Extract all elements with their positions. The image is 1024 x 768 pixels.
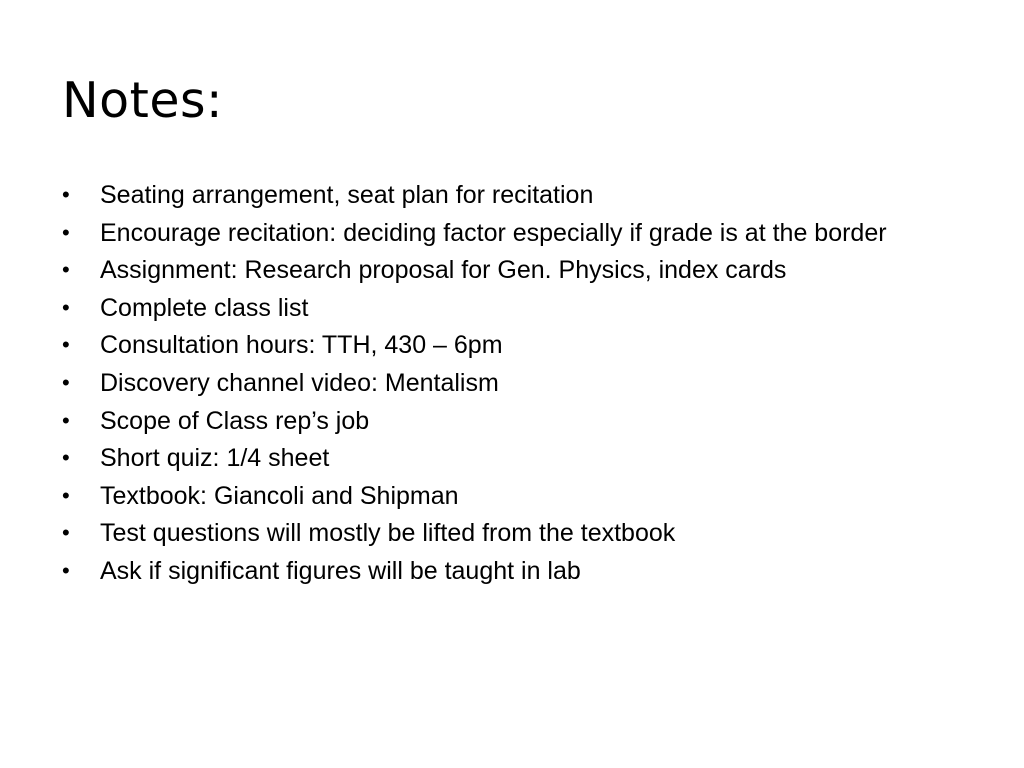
- bullet-item: [62, 518, 962, 548]
- bullet-dot-icon: •: [62, 482, 70, 508]
- bullet-item: [62, 330, 962, 360]
- bullet-list: [62, 180, 962, 594]
- bullet-item: [62, 293, 962, 323]
- bullet-text: Assignment: Research proposal for Gen. Physics, index cards: [100, 256, 787, 285]
- bullet-item: [62, 255, 962, 285]
- bullet-dot-icon: •: [62, 332, 70, 358]
- bullet-item: [62, 406, 962, 436]
- bullet-item: [62, 180, 962, 210]
- bullet-text: Textbook: Giancoli and Shipman: [100, 481, 459, 510]
- bullet-item: [62, 556, 962, 586]
- bullet-text: Encourage recitation: deciding factor especially if grade is at the border: [100, 218, 887, 247]
- bullet-text: Short quiz: 1/4 sheet: [100, 444, 330, 473]
- bullet-dot-icon: •: [62, 182, 70, 207]
- bullet-dot-icon: •: [62, 219, 70, 245]
- bullet-dot-icon: •: [62, 445, 70, 471]
- bullet-text: Discovery channel video: Mentalism: [100, 368, 499, 397]
- bullet-item: [62, 218, 962, 248]
- bullet-item: [62, 481, 962, 511]
- bullet-dot-icon: •: [62, 557, 70, 583]
- slide-title: Notes:: [62, 72, 224, 129]
- bullet-dot-icon: •: [62, 520, 70, 546]
- bullet-dot-icon: •: [62, 369, 70, 395]
- bullet-text: Seating arrangement, seat plan for recitation: [100, 181, 594, 209]
- bullet-text: Complete class list: [100, 293, 309, 322]
- bullet-dot-icon: •: [62, 294, 70, 320]
- bullet-text: Consultation hours: TTH, 430 – 6pm: [100, 331, 503, 360]
- bullet-item: [62, 368, 962, 398]
- bullet-text: Ask if significant figures will be taught in lab: [100, 556, 581, 585]
- bullet-text: Test questions will mostly be lifted from the textbook: [100, 519, 676, 548]
- bullet-item: [62, 443, 962, 473]
- bullet-dot-icon: •: [62, 257, 70, 283]
- bullet-text: Scope of Class rep’s job: [100, 406, 370, 435]
- bullet-dot-icon: •: [62, 407, 70, 433]
